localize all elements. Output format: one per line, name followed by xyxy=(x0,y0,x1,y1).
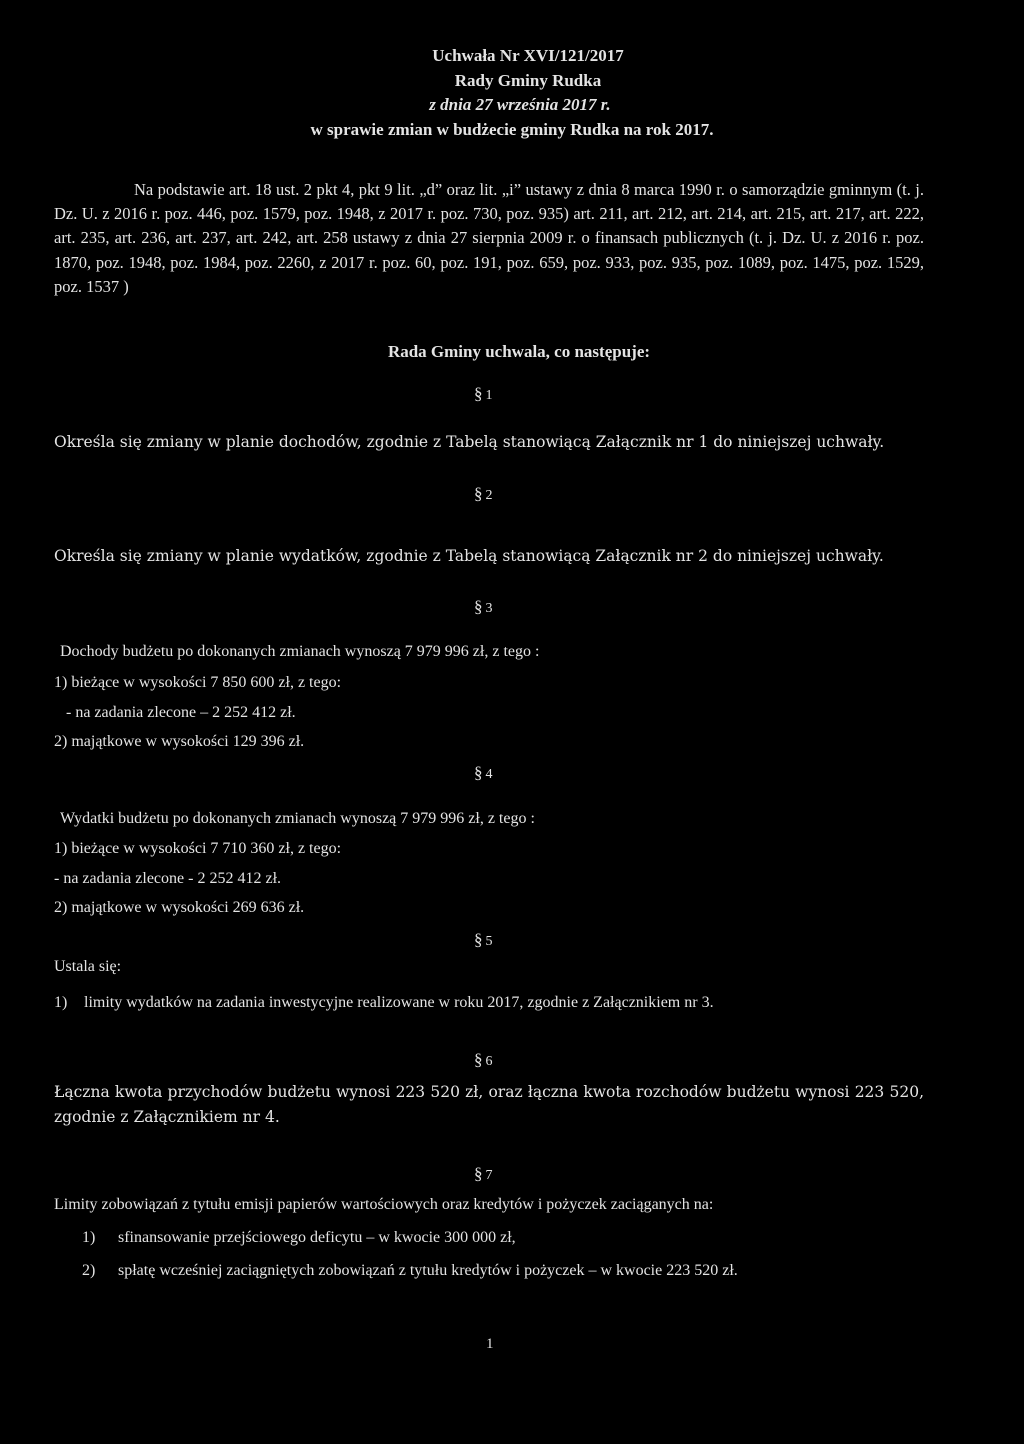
expenditure-total: Wydatki budżetu po dokonanych zmianach wynoszą 7 979 996 zł, z tego : xyxy=(60,810,535,827)
resolution-date: z dnia 27 września 2017 r. xyxy=(429,95,611,114)
preamble-text: Na podstawie art. 18 ust. 2 pkt 4, pkt 9 lit. „d” oraz lit. „i” ustawy z dnia 8 marca 1990 r. o samorządzie gminnym (t. j. Dz. U. z 2016 r. poz. 446, poz. 1579, poz. 1948, z 2017 r. poz. 730, poz. 935) art. 211, art. 212, art. 214, art. 215, art. 217, art. 222, art. 235, art. 236, art. 237, art. 242, art. 258 ustawy z dnia 27 sierpnia 2009 r. o finansach publicznych (t. j. Dz. U. z 2016 r. poz. 1870, poz. 1948, poz. 1984, poz. 2260, z 2017 r. poz. 60, poz. 191, poz. 659, poz. 933, poz. 935, poz. 1089, poz. 1475, poz. 1529, poz. 1537 ) xyxy=(54,180,924,296)
section-1-heading xyxy=(474,384,493,404)
section-5-intro: Ustala się: xyxy=(54,958,122,975)
section-number: 2 xyxy=(485,488,493,503)
section-sign: § xyxy=(474,1050,483,1069)
income-total: Dochody budżetu po dokonanych zmianach wynoszą 7 979 996 zł, z tego : xyxy=(60,643,540,660)
section-6-text: Łączna kwota przychodów budżetu wynosi 223 520 zł, oraz łączna kwota rozchodów budżetu wynosi 223 520, zgodnie z Załącznikiem nr 4. xyxy=(54,1083,924,1126)
expenditure-current: 1) bieżące w wysokości 7 710 360 zł, z tego: xyxy=(54,840,342,857)
section-number: 4 xyxy=(485,767,493,782)
income-commissioned: - na zadania zlecone – 2 252 412 zł. xyxy=(66,704,296,721)
section-2-text: Określa się zmiany w planie wydatków, zgodnie z Tabelą stanowiącą Załącznik nr 2 do niniejszej uchwały. xyxy=(54,547,884,565)
section-7-item-1-number: 1) xyxy=(82,1229,96,1246)
section-5-item-1-number: 1) xyxy=(54,994,68,1011)
section-number: 1 xyxy=(485,388,493,403)
resolution-subject: w sprawie zmian w budżecie gminy Rudka na rok 2017. xyxy=(310,119,714,139)
section-7-intro: Limity zobowiązań z tytułu emisji papierów wartościowych oraz kredytów i pożyczek zaciąganych na: xyxy=(54,1196,714,1213)
section-7-item-1: sfinansowanie przejściowego deficytu – w kwocie 300 000 zł, xyxy=(118,1229,516,1246)
section-7-item-2-number: 2) xyxy=(82,1262,96,1279)
council-name: Rady Gminy Rudka xyxy=(454,70,602,90)
section-sign: § xyxy=(474,384,483,403)
council-resolves-heading: Rada Gminy uchwala, co następuje: xyxy=(387,342,651,361)
section-sign: § xyxy=(474,484,483,503)
section-3-heading xyxy=(474,597,493,617)
preamble xyxy=(54,178,924,299)
resolution-number: Uchwała Nr XVI/121/2017 xyxy=(432,46,624,65)
section-6-heading xyxy=(474,1050,493,1070)
section-5-item-1: limity wydatków na zadania inwestycyjne realizowane w roku 2017, zgodnie z Załącznikiem nr 3. xyxy=(84,994,714,1011)
section-number: 5 xyxy=(485,934,493,949)
section-sign: § xyxy=(474,930,483,949)
section-4-heading xyxy=(474,763,493,783)
section-sign: § xyxy=(474,763,483,782)
section-number: 7 xyxy=(485,1168,493,1183)
document-header xyxy=(0,44,1024,142)
section-7-heading xyxy=(474,1164,493,1184)
section-7-item-2: spłatę wcześniej zaciągniętych zobowiązań z tytułu kredytów i pożyczek – w kwocie 223 520 zł. xyxy=(118,1262,738,1279)
income-current: 1) bieżące w wysokości 7 850 600 zł, z tego: xyxy=(54,674,342,691)
expenditure-capital: 2) majątkowe w wysokości 269 636 zł. xyxy=(54,899,305,916)
income-capital: 2) majątkowe w wysokości 129 396 zł. xyxy=(54,733,305,750)
section-sign: § xyxy=(474,597,483,616)
section-sign: § xyxy=(474,1164,483,1183)
expenditure-commissioned: - na zadania zlecone - 2 252 412 zł. xyxy=(54,870,282,887)
section-1-text: Określa się zmiany w planie dochodów, zgodnie z Tabelą stanowiącą Załącznik nr 1 do niniejszej uchwały. xyxy=(54,433,885,451)
section-number: 3 xyxy=(485,601,493,616)
page-number: 1 xyxy=(486,1336,494,1352)
section-number: 6 xyxy=(485,1054,493,1069)
section-2-heading xyxy=(474,484,493,504)
section-5-heading xyxy=(474,930,493,950)
